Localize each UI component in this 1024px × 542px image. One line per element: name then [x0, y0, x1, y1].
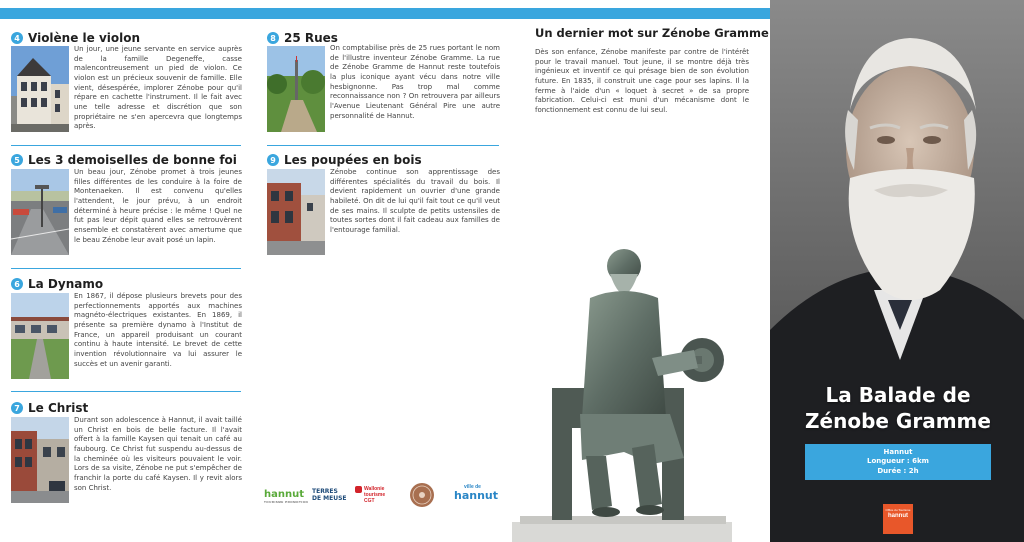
section-title: Violène le violon — [28, 31, 141, 45]
ville-de-hannut-logo-line2: hannut — [454, 489, 499, 502]
wallonie-tourisme-logo — [355, 486, 385, 504]
top-accent-bar — [0, 8, 770, 19]
section-photo-street — [11, 417, 69, 503]
cover-title — [780, 382, 1016, 434]
wallonie-rooster-icon — [355, 486, 362, 493]
section-text: Un jour, une jeune servante en service auprès de la famille Degeneffe, casse malencontreusement un pied de violon. Ce violon est un précieux souvenir de famille. Elle vient, désespérée, implorer Zénobe pour qu'il répare en cachette l'instrument. Il le fait avec une telle adresse et discrétion que son propriétaire ne s'en apercevra que longtemps après. — [74, 45, 242, 131]
section-divider — [267, 145, 499, 146]
section-title: Les poupées en bois — [284, 153, 422, 167]
route-place: Hannut — [883, 448, 913, 456]
round-seal-logo — [410, 483, 434, 507]
hannut-tourisme-logo-text: hannut — [264, 489, 305, 500]
route-length: Longueur : 6km — [867, 457, 929, 466]
cover-title-line1: La Balade de — [825, 383, 971, 407]
section-number-badge: 5 — [11, 154, 23, 166]
section-photo-crossroads — [11, 169, 69, 255]
section-photo-building — [11, 293, 69, 379]
section-25-rues — [267, 30, 499, 140]
wallonie-logo-line3: CGT — [364, 497, 375, 504]
section-la-dynamo — [11, 276, 241, 386]
section-header — [11, 400, 88, 416]
section-text: Un beau jour, Zénobe promet à trois jeunes filles différentes de les conduire à la foire de Montenaeken. Il est convenu qu'elles l'attendent, le jour prévu, à un endroit déterminé à heure précise : le même ! Quel ne fut pas leur dépit quand elles se retrouvèrent ensemble et constatèrent avec amertume que le beau Zénobe leur avait posé un lapin. — [74, 168, 242, 244]
section-title: Un dernier mot sur Zénobe Gramme — [535, 26, 769, 40]
section-number-badge: 9 — [267, 154, 279, 166]
section-divider — [11, 145, 241, 146]
section-title: Les 3 demoiselles de bonne foi — [28, 153, 237, 167]
section-number-badge: 7 — [11, 402, 23, 414]
office-tourisme-logo-small: Office du Tourisme — [885, 508, 911, 512]
section-text: Zénobe continue son apprentissage des différentes spécialités du travail du bois. Il devient rapidement un ouvrier d'une grande habileté. On dit de lui qu'il fait tout ce qu'il veut de ses mains. Il sculpte de petits ustensiles de toutes sortes dont il fait cadeau aux familles de l'entourage familial. — [330, 168, 500, 234]
section-text: Durant son adolescence à Hannut, il avait taillé un Christ en bois de belle facture. Il l'avait offert à la famille Kaysen qui tenait un café au faubourg. Ce Christ fut suspendu au-dessus de la cheminée où les visiteurs pouvaient le voir. Lors de sa visite, Zénobe ne put s'empêcher de franchir la porte du café Kaysen. Il y revit alors son Christ. — [74, 416, 242, 492]
office-tourisme-logo — [883, 504, 913, 534]
section-violene-le-violon — [11, 30, 241, 140]
cover-title-line2: Zénobe Gramme — [805, 409, 991, 433]
wallonie-logo-line1: Wallonie — [364, 485, 385, 492]
statue-image — [512, 238, 738, 542]
section-header — [11, 276, 103, 292]
section-header — [11, 152, 237, 168]
partner-logos — [262, 483, 504, 509]
route-duration: Durée : 2h — [877, 466, 919, 475]
section-title: 25 Rues — [284, 31, 338, 45]
section-number-badge: 6 — [11, 278, 23, 290]
section-3-demoiselles — [11, 152, 241, 262]
ville-de-hannut-logo-line1: ville de — [464, 484, 481, 490]
terres-de-meuse-logo-line1: TERRES — [312, 488, 338, 495]
section-header — [267, 30, 338, 46]
section-photo-park — [267, 46, 325, 132]
office-tourisme-logo-name: hannut — [888, 512, 908, 519]
section-divider — [11, 391, 241, 392]
section-text: En 1867, il dépose plusieurs brevets pour des perfectionnements apportés aux machines magnéto-électriques existantes. En 1869, il présente sa première dynamo à l'Institut de France, un appareil produisant un courant continu à haute intensité. Le brevet de cette invention révolutionnaire va lui assurer le succès et un avenir garanti. — [74, 292, 242, 368]
section-number-badge: 4 — [11, 32, 23, 44]
ville-de-hannut-logo — [454, 485, 498, 501]
section-title: La Dynamo — [28, 277, 104, 291]
section-text: Dès son enfance, Zénobe manifeste par contre de l'intérêt pour le travail manuel. Tout jeune, il se montre déjà très ingénieux et inventif ce qui présage bien de son évolution future. En 1835, il construit une cage pour ses lapins. Il la ferme à l'aide d'un « loquet à secret » de sa propre fabrication. Celui-ci est muni d'un mécanisme dont le fonctionnement est connu de lui seul. — [535, 48, 749, 114]
section-header — [11, 30, 140, 46]
section-dernier-mot — [535, 26, 769, 126]
section-divider — [11, 268, 241, 269]
section-header — [267, 152, 422, 168]
route-info-box — [805, 444, 991, 480]
section-title: Le Christ — [28, 401, 89, 415]
section-number-badge: 8 — [267, 32, 279, 44]
terres-de-meuse-logo-line2: DE MEUSE — [312, 494, 347, 502]
section-poupees-en-bois — [267, 152, 499, 262]
terres-de-meuse-logo — [312, 489, 347, 502]
hannut-tourisme-logo — [264, 489, 308, 504]
wallonie-logo-line2: tourisme — [364, 492, 386, 498]
section-photo-building — [11, 46, 69, 132]
section-text: On comptabilise près de 25 rues portant le nom de l'illustre inventeur Zénobe Gramme. La rue de Zénobe Gramme de Hannut reste toutefois la plus iconique ayant vécu dans notre ville hesbignonne. Pas trop mal comme reconnaissance non ? On retrouvera par ailleurs l'Avenue Lieutenant Général Pire une autre personnalité de Hannut. — [330, 44, 500, 120]
section-photo-houses — [267, 169, 325, 255]
section-le-christ — [11, 400, 241, 510]
hannut-tourisme-logo-subtext: TOURISME PROMOTION — [264, 500, 309, 504]
